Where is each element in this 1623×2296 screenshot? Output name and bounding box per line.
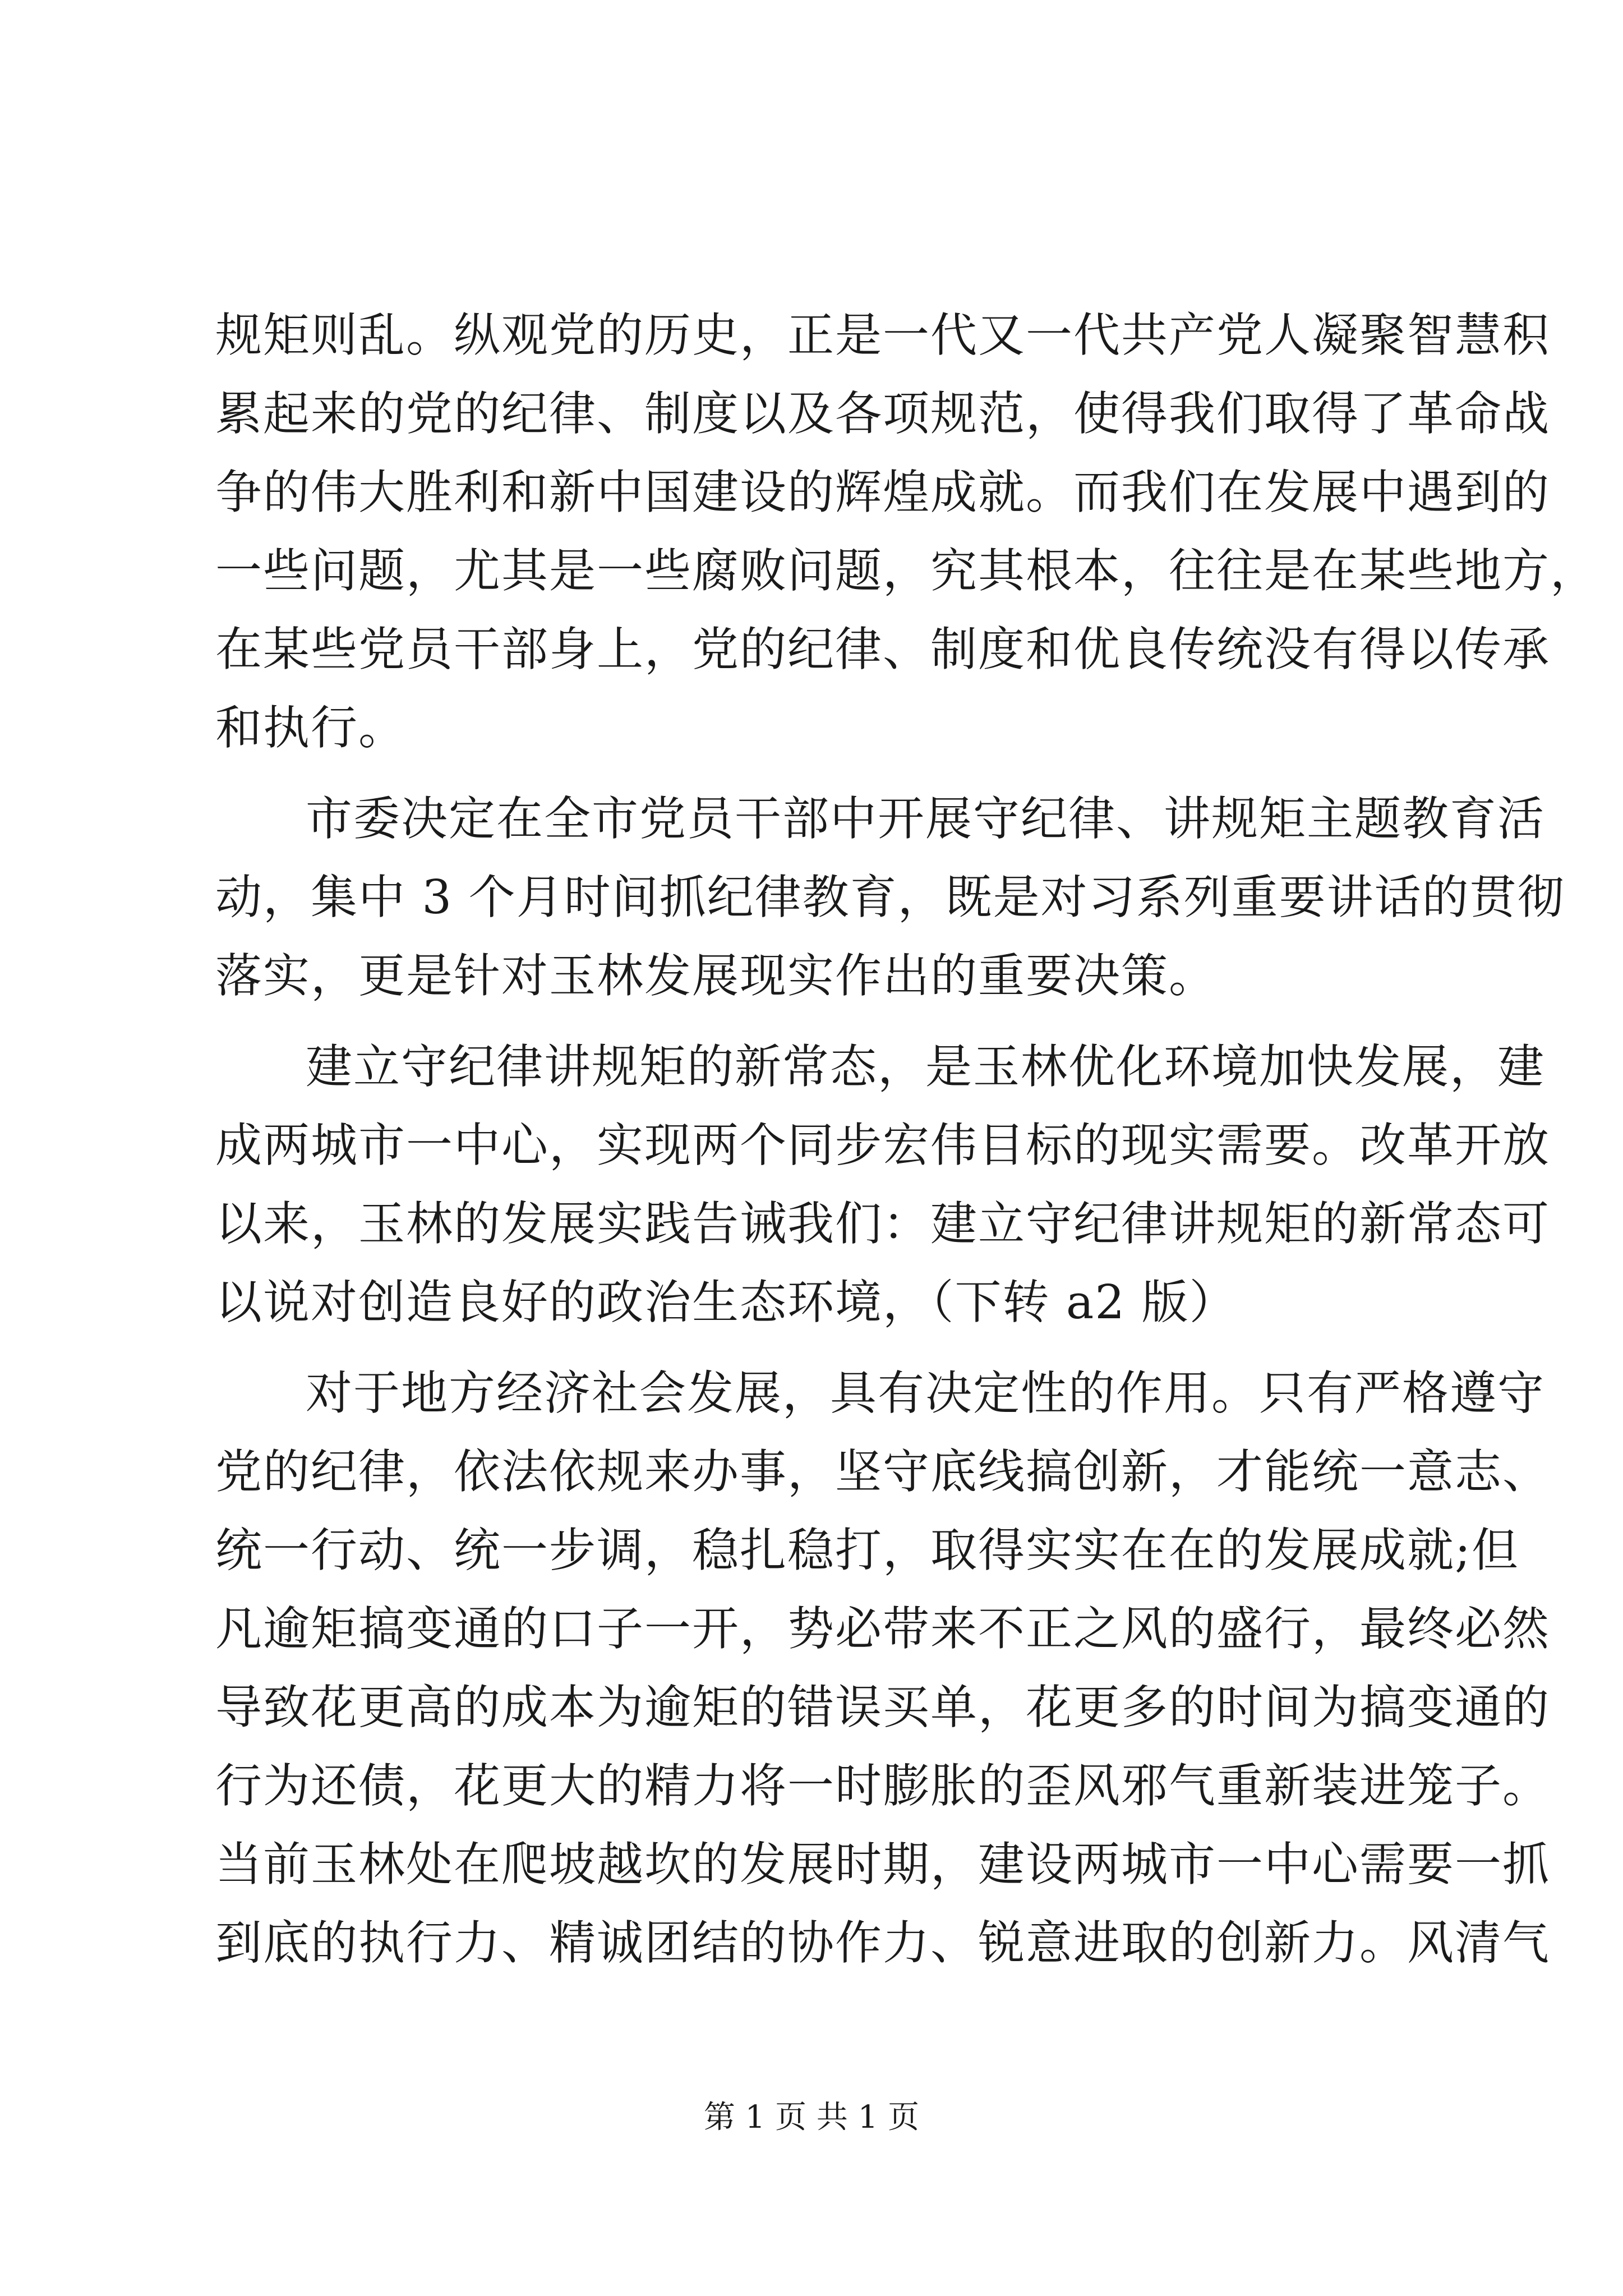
text-line: 以说对创造良好的政治生态环境，（下转 a2 版） bbox=[215, 1275, 1237, 1329]
text-line: 党的纪律，依法依规来办事，坚守底线搞创新，才能统一意志、 bbox=[215, 1444, 1550, 1499]
text-line: 争的伟大胜利和新中国建设的辉煌成就。而我们在发展中遇到的 bbox=[215, 465, 1550, 519]
text-line: 导致花更高的成本为逾矩的错误买单，花更多的时间为搞变通的 bbox=[215, 1680, 1550, 1734]
text-line: 行为还债，花更大的精力将一时膨胀的歪风邪气重新装进笼子。 bbox=[215, 1759, 1550, 1813]
text-line: 成两城市一中心，实现两个同步宏伟目标的现实需要。改革开放 bbox=[215, 1118, 1550, 1172]
text-line: 当前玉林处在爬坡越坎的发展时期，建设两城市一中心需要一抓 bbox=[215, 1837, 1550, 1892]
text-line: 一些问题，尤其是一些腐败问题，究其根本，往往是在某些地方， bbox=[215, 544, 1598, 598]
text-line: 对于地方经济社会发展，具有决定性的作用。只有严格遵守 bbox=[306, 1366, 1545, 1420]
text-line: 在某些党员干部身上，党的纪律、制度和优良传统没有得以传承 bbox=[215, 622, 1550, 677]
page-footer: 第 1 页 共 1 页 bbox=[703, 2099, 920, 2136]
text-line: 统一行动、统一步调，稳扎稳打，取得实实在在的发展成就;但 bbox=[215, 1523, 1519, 1577]
text-line: 动，集中 3 个月时间抓纪律教育，既是对习系列重要讲话的贯彻 bbox=[215, 870, 1565, 924]
text-line: 累起来的党的纪律、制度以及各项规范，使得我们取得了革命战 bbox=[215, 386, 1550, 441]
text-line: 落实，更是针对玉林发展现实作出的重要决策。 bbox=[215, 949, 1216, 1003]
text-line: 建立守纪律讲规矩的新常态，是玉林优化环境加快发展，建 bbox=[306, 1039, 1545, 1094]
text-line: 以来，玉林的发展实践告诫我们：建立守纪律讲规矩的新常态可 bbox=[215, 1197, 1550, 1251]
text-line: 到底的执行力、精诚团结的协作力、锐意进取的创新力。风清气 bbox=[215, 1916, 1550, 1970]
text-line: 市委决定在全市党员干部中开展守纪律、讲规矩主题教育活 bbox=[306, 792, 1545, 846]
text-line: 和执行。 bbox=[215, 701, 406, 755]
text-line: 凡逾矩搞变通的口子一开，势必带来不正之风的盛行，最终必然 bbox=[215, 1602, 1550, 1656]
text-line: 规矩则乱。纵观党的历史，正是一代又一代共产党人凝聚智慧积 bbox=[215, 308, 1550, 362]
